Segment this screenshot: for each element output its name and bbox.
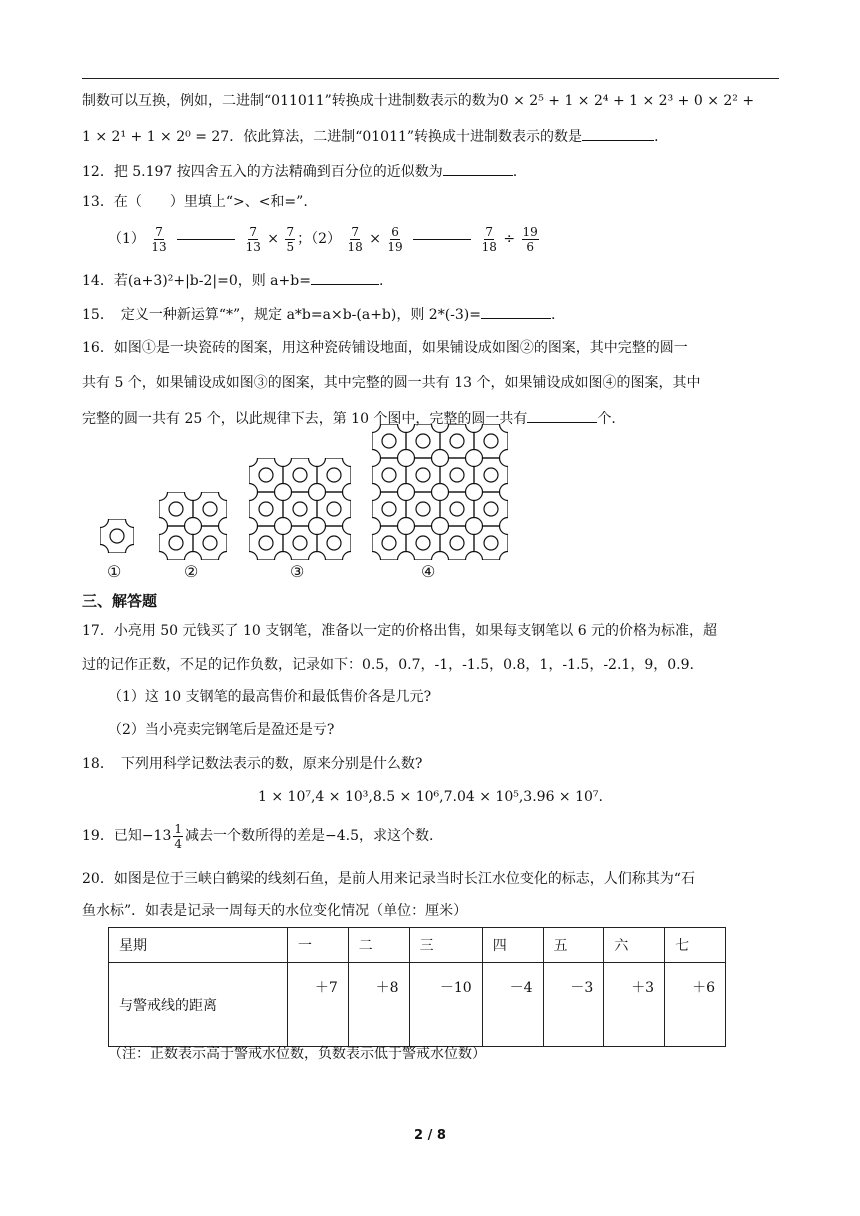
value-cell: －3 xyxy=(543,963,604,1047)
denominator: 19 xyxy=(387,239,403,254)
tile-outline xyxy=(317,526,351,560)
q17-sub1: （1）这 10 支钢笔的最高售价和最低售价各是几元? xyxy=(108,689,432,705)
denominator: 5 xyxy=(286,239,295,254)
q15-end: . xyxy=(551,307,556,323)
tile-circle xyxy=(450,434,464,448)
tile-circle xyxy=(293,502,307,516)
header-rule xyxy=(82,78,779,79)
tile-pattern-3 xyxy=(249,458,351,560)
tile-outline xyxy=(249,458,283,492)
tile-circle xyxy=(259,502,273,516)
q11-line2 xyxy=(82,126,668,147)
tile-outline xyxy=(406,492,440,526)
tile-outline xyxy=(372,458,406,492)
q13-p1-label: （1） xyxy=(108,231,145,247)
value-cell: ＋7 xyxy=(288,963,349,1047)
tile-circle xyxy=(259,468,273,482)
page-number: 2 / 8 xyxy=(414,1128,446,1143)
tile-circle xyxy=(450,502,464,516)
q12-answer-blank[interactable] xyxy=(443,161,513,176)
tile-outline xyxy=(159,526,193,560)
tile-circle xyxy=(484,502,498,516)
tile-circle xyxy=(203,502,217,516)
tile-circle xyxy=(327,502,341,516)
tile-circle xyxy=(327,536,341,550)
tile-outline xyxy=(406,526,440,560)
q13-parts xyxy=(108,224,541,254)
denominator: 18 xyxy=(481,239,497,254)
q13-prompt: 13．在（ ）里填上“>、<和=”. xyxy=(82,194,308,210)
q11-answer-blank[interactable] xyxy=(582,126,654,141)
q16-end: 个. xyxy=(597,411,616,427)
figure-caption-1: ① xyxy=(107,562,122,581)
q15-text: 15． 定义一种新运算“*”，规定 a*b=a×b-(a+b)，则 2*(-3)= xyxy=(82,307,481,323)
q17-sub2: （2）当小亮卖完钢笔后是盈还是亏? xyxy=(108,722,335,738)
tile-outline xyxy=(317,458,351,492)
tile-circle xyxy=(169,502,183,516)
q12 xyxy=(82,161,517,182)
tile-outline xyxy=(474,458,508,492)
tile-circle xyxy=(327,468,341,482)
tile-outline xyxy=(100,519,134,553)
tile-outline xyxy=(372,492,406,526)
times-sign: × xyxy=(267,231,280,247)
q19-pre: 19．已知−13 xyxy=(82,828,172,844)
tile-outline xyxy=(249,492,283,526)
day-cell: 五 xyxy=(543,928,604,963)
day-cell: 四 xyxy=(482,928,543,963)
tile-circle xyxy=(416,468,430,482)
tile-outline xyxy=(249,526,283,560)
water-level-table xyxy=(108,927,726,1047)
times-sign: × xyxy=(369,231,381,247)
tile-circle xyxy=(382,502,396,516)
tile-circle xyxy=(484,468,498,482)
tile-outline xyxy=(406,458,440,492)
divide-sign: ÷ xyxy=(503,231,516,247)
day-cell: 二 xyxy=(348,928,409,963)
fraction xyxy=(348,225,363,254)
tile-pattern-1 xyxy=(100,519,134,553)
tile-circle xyxy=(450,468,464,482)
table-row xyxy=(109,963,726,1047)
tile-circle xyxy=(416,536,430,550)
numerator: 7 xyxy=(249,224,258,239)
value-cell: ＋6 xyxy=(665,963,726,1047)
q15 xyxy=(82,304,555,325)
fraction xyxy=(522,225,539,254)
q17-line2: 过的记作正数，不足的记作负数，记录如下：0.5，0.7，-1，-1.5，0.8，1，-1.5，-2.1，9，0.9. xyxy=(82,657,694,673)
day-cell: 六 xyxy=(604,928,665,963)
q11-line1 xyxy=(82,91,754,111)
fraction xyxy=(246,225,261,254)
q20-note: （注：正数表示高于警戒水位数，负数表示低于警戒水位数） xyxy=(108,1046,486,1062)
q14-end: . xyxy=(378,273,384,289)
q19 xyxy=(82,821,433,851)
tile-outline xyxy=(159,492,193,526)
q16-answer-blank[interactable] xyxy=(527,408,597,423)
section-title: 三、解答题 xyxy=(82,592,158,610)
q20-line1: 20．如图是位于三峡白鹤梁的线刻石鱼，是前人用来记录当时长江水位变化的标志，人们称其为“石 xyxy=(82,871,695,887)
tile-circle xyxy=(203,536,217,550)
tile-outline xyxy=(193,492,227,526)
row-label-weekday: 星期 xyxy=(109,928,288,963)
q13-p1-answer-blank[interactable] xyxy=(177,239,235,240)
q12-text: 12．把 5.197 按四舍五入的方法精确到百分位的近似数为 xyxy=(82,164,443,180)
value-cell: ＋3 xyxy=(604,963,665,1047)
value-cell: ＋8 xyxy=(348,963,409,1047)
tile-outline xyxy=(283,458,317,492)
tile-outline xyxy=(440,492,474,526)
q13-p2-label: （2） xyxy=(311,231,342,247)
numerator: 19 xyxy=(522,224,538,239)
fraction xyxy=(387,225,402,254)
tile-circle xyxy=(484,536,498,550)
fraction xyxy=(151,225,166,254)
q14 xyxy=(82,270,383,291)
numerator: 7 xyxy=(155,224,163,239)
tile-outline xyxy=(474,424,508,458)
denominator: 18 xyxy=(347,239,363,254)
tile-circle xyxy=(110,529,124,543)
tile-outline xyxy=(440,526,474,560)
q20-line2: 鱼水标”．如表是记录一周每天的水位变化情况（单位：厘米） xyxy=(82,903,468,919)
numerator: 6 xyxy=(391,224,399,239)
q11-math-2: 1 × 2¹ + 1 × 2⁰ = 27 xyxy=(82,129,230,145)
tile-outline xyxy=(474,492,508,526)
row-label-distance: 与警戒线的距离 xyxy=(109,963,288,1047)
tile-circle xyxy=(293,468,307,482)
tile-outline xyxy=(406,424,440,458)
tile-outline xyxy=(474,526,508,560)
value-cell: －10 xyxy=(409,963,482,1047)
value-cell: －4 xyxy=(482,963,543,1047)
q16-line1: 16．如图①是一块瓷砖的图案，用这种瓷砖铺设地面，如果铺设成如图②的图案，其中完整的圆一 xyxy=(82,340,688,356)
tile-outline xyxy=(440,424,474,458)
tile-outline xyxy=(193,526,227,560)
denominator: 13 xyxy=(151,239,167,254)
q11-end: ． xyxy=(654,129,669,145)
q16-line3 xyxy=(82,408,616,429)
tile-circle xyxy=(382,536,396,550)
q17-line1: 17．小亮用 50 元钱买了 10 支钢笔，准备以一定的价格出售，如果每支钢笔以 6 元的价格为标准，超 xyxy=(82,623,718,639)
day-cell: 三 xyxy=(409,928,482,963)
q11-text-2: ．依此算法，二进制“01011”转换成十进制数表示的数是 xyxy=(229,129,583,145)
q16-text: 完整的圆一共有 25 个，以此规律下去，第 10 个图中，完整的圆一共有 xyxy=(82,411,528,427)
tile-pattern-2 xyxy=(159,492,227,560)
tile-outline xyxy=(440,458,474,492)
tile-circle xyxy=(293,536,307,550)
separator: ； xyxy=(297,231,312,247)
q18-line1: 18． 下列用科学记数法表示的数，原来分别是什么数? xyxy=(82,756,423,772)
tile-outline xyxy=(283,526,317,560)
q13-p2-answer-blank[interactable] xyxy=(413,239,471,240)
tile-outline xyxy=(283,492,317,526)
q16-line2: 共有 5 个，如果铺设成如图③的图案，其中完整的圆一共有 13 个，如果铺设成如图④的图案，其中 xyxy=(82,375,701,391)
q15-answer-blank[interactable] xyxy=(481,304,551,319)
numerator: 7 xyxy=(351,224,359,239)
q14-text: 14．若(a+3)²+|b-2|=0，则 a+b= xyxy=(82,273,311,289)
tile-circle xyxy=(416,434,430,448)
q12-end: . xyxy=(512,164,518,180)
fraction xyxy=(285,225,295,254)
figure-caption-4: ④ xyxy=(421,562,436,581)
q14-answer-blank[interactable] xyxy=(311,270,379,285)
tile-circle xyxy=(450,536,464,550)
tile-pattern-4 xyxy=(372,424,508,560)
tile-circle xyxy=(416,502,430,516)
day-cell: 七 xyxy=(665,928,726,963)
tile-circle xyxy=(484,434,498,448)
figure-caption-3: ③ xyxy=(290,562,305,581)
tile-outline xyxy=(372,424,406,458)
numerator: 7 xyxy=(485,224,494,239)
figure-caption-2: ② xyxy=(184,562,199,581)
numerator: 1 xyxy=(174,821,182,836)
tile-circle xyxy=(382,468,396,482)
numerator: 7 xyxy=(286,224,295,239)
q11-text: 制数可以互换，例如，二进制“011011”转换成十进制数表示的数为 xyxy=(82,93,500,109)
fraction xyxy=(173,822,183,851)
tile-circle xyxy=(259,536,273,550)
q19-post: 减去一个数所得的差是−4.5，求这个数. xyxy=(185,828,434,844)
q18-math: 1 × 10⁷,4 × 10³,8.5 × 10⁶,7.04 × 10⁵,3.96 × 10⁷. xyxy=(258,789,603,805)
tile-circle xyxy=(382,434,396,448)
day-cell: 一 xyxy=(288,928,349,963)
q11-math-1: 0 × 2⁵ + 1 × 2⁴ + 1 × 2³ + 0 × 2² + xyxy=(499,93,755,109)
tile-outline xyxy=(317,492,351,526)
fraction xyxy=(482,225,497,254)
denominator: 13 xyxy=(245,239,261,254)
tile-circle xyxy=(169,536,183,550)
table-row xyxy=(109,928,726,963)
denominator: 4 xyxy=(174,836,182,851)
tile-outline xyxy=(372,526,406,560)
denominator: 6 xyxy=(526,239,534,254)
